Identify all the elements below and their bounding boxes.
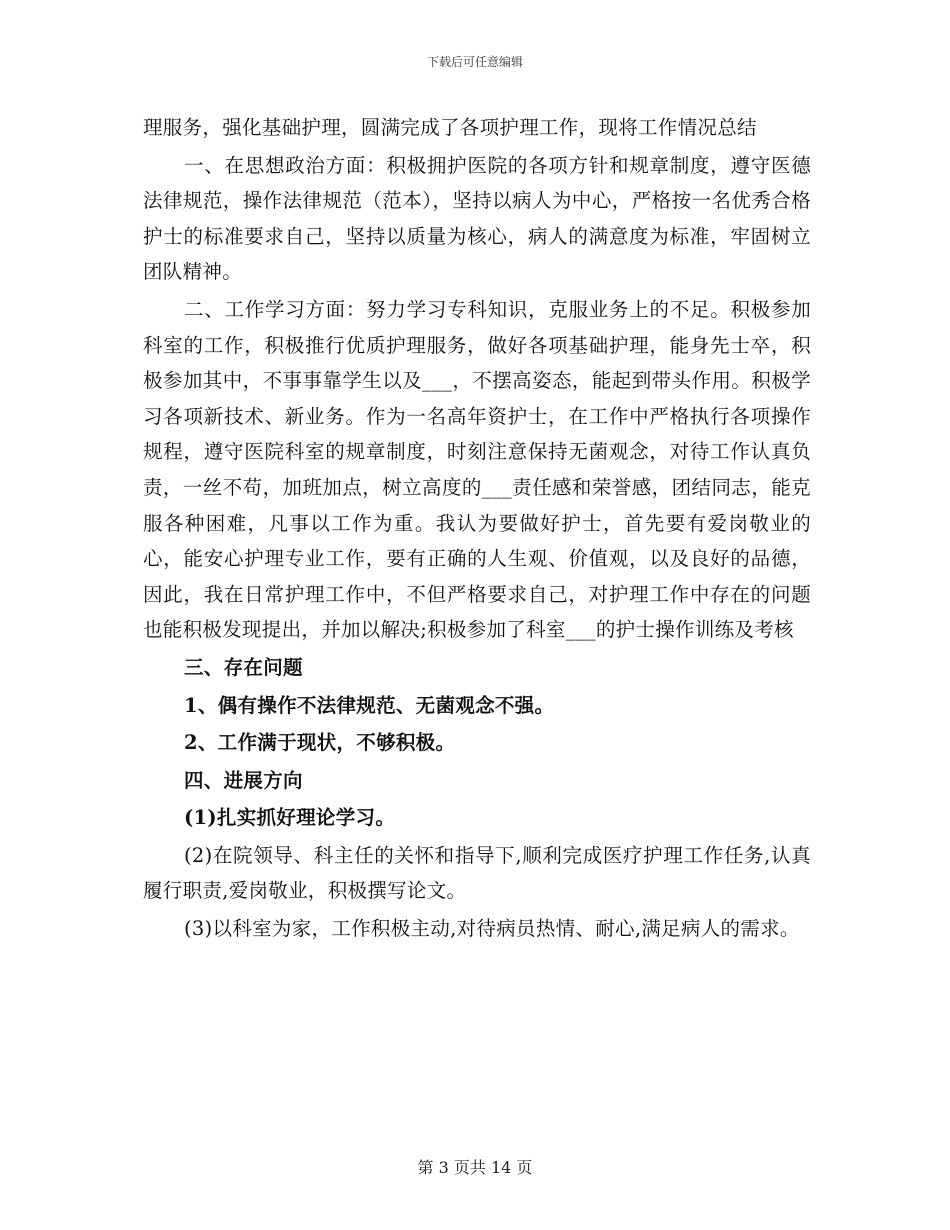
direction-item-1: (1)扎实抓好理论学习。 bbox=[184, 806, 396, 830]
paragraph-political: 一、在思想政治方面：积极拥护医院的各项方针和规章制度，遵守医德法律规范，操作法律规范（范本），坚持以病人为中心，严格按一名优秀合格护士的标准要求自己，坚持以质量为核心，病人的满意度为标准，牢固树立团队精神。 bbox=[143, 153, 811, 284]
page-number-footer: 第 3 页共 14 页 bbox=[417, 1158, 533, 1177]
problem-item-1: 1、偶有操作不法律规范、无菌观念不强。 bbox=[184, 693, 555, 717]
page-header-note: 下载后可任意编辑 bbox=[426, 55, 523, 69]
section-heading-problems: 三、存在问题 bbox=[184, 655, 303, 679]
direction-item-2: (2)在院领导、科主任的关怀和指导下,顺利完成医疗护理工作任务,认真履行职责,爱岗敬业，积极撰写论文。 bbox=[143, 843, 811, 903]
paragraph-intro: 理服务，强化基础护理，圆满完成了各项护理工作，现将工作情况总结 bbox=[143, 116, 757, 139]
direction-item-3: (3)以科室为家，工作积极主动,对待病员热情、耐心,满足病人的需求。 bbox=[184, 917, 800, 941]
paragraph-work-study: 二、工作学习方面：努力学习专科知识，克服业务上的不足。积极参加科室的工作，积极推行优质护理服务，做好各项基础护理，能身先士卒，积极参加其中，不事事靠学生以及___，不摆高姿态，能起到带头作用。积极学习各项新技术、新业务。作为一名高年资护士，在工作中严格执行各项操作规程，遵守医院科室的规章制度，时刻注意保持无菌观念，对待工作认真负责，一丝不苟，加班加点，树立高度的___责任感和荣誉感，团结同志，能克服各种困难，凡事以工作为重。我认为要做好护士，首先要有爱岗敬业的心，能安心护理专业工作，要有正确的人生观、价值观，以及良好的品德，因此，我在日常护理工作中，不但严格要求自己，对护理工作中存在的问题也能积极发现提出，并加以解决;积极参加了科室___的护士操作训练及考核 bbox=[143, 297, 811, 642]
section-heading-direction: 四、进展方向 bbox=[184, 768, 303, 792]
document-body bbox=[143, 110, 811, 949]
problem-item-2: 2、工作满于现状，不够积极。 bbox=[184, 731, 456, 755]
